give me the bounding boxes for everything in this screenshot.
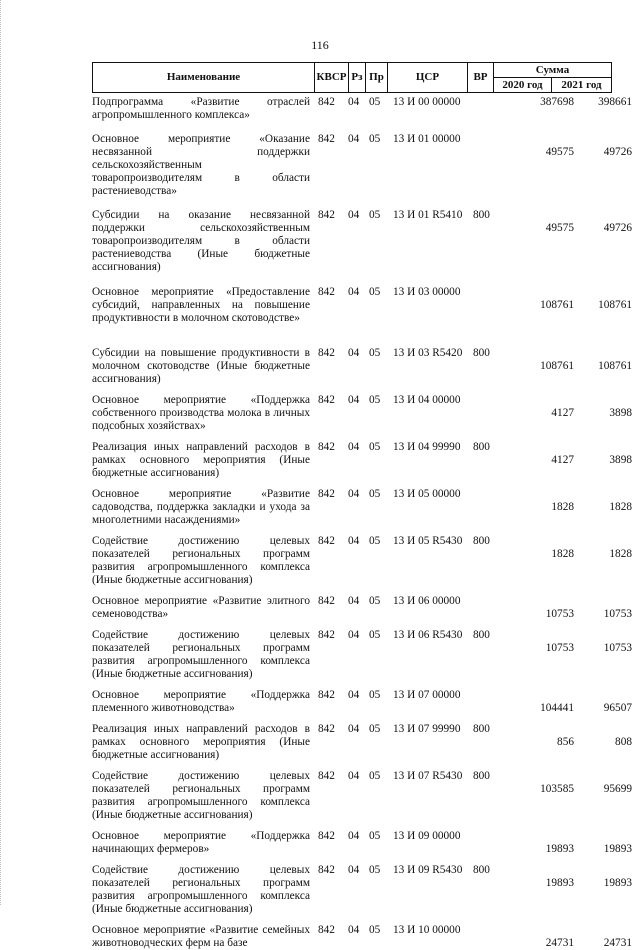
- row-csr: 13 И 03 R5420: [393, 347, 463, 359]
- row-2021: 108761: [598, 299, 632, 311]
- row-2020: 19893: [545, 843, 574, 855]
- row-2021: 10753: [603, 642, 632, 654]
- row-pr: 05: [369, 394, 381, 406]
- row-2021: 96507: [603, 702, 632, 714]
- row-vr: 800: [473, 770, 490, 782]
- row-kvsr: 842: [318, 286, 335, 298]
- header-rz: Рз: [349, 63, 366, 93]
- row-2020: 10753: [545, 642, 574, 654]
- row-2021: 108761: [598, 360, 632, 372]
- table-row: [0, 595, 640, 621]
- row-pr: 05: [369, 864, 381, 876]
- row-csr: 13 И 09 00000: [393, 830, 461, 842]
- table-row: [0, 488, 640, 527]
- row-2020: 4127: [551, 454, 574, 466]
- row-2020: 10753: [545, 608, 574, 620]
- row-kvsr: 842: [318, 209, 335, 221]
- row-name: Основное мероприятие «Поддержка племенного животноводства»: [92, 689, 310, 714]
- row-pr: 05: [369, 209, 381, 221]
- row-2020: 1828: [551, 501, 574, 513]
- row-csr: 13 И 04 00000: [393, 394, 461, 406]
- row-vr: 800: [473, 441, 490, 453]
- row-name: Основное мероприятие «Развитие садоводства, поддержка закладки и ухода за многолетними насаждениями»: [92, 488, 310, 526]
- row-2021: 398661: [598, 96, 632, 108]
- table-row: [0, 770, 640, 822]
- row-2021: 10753: [603, 608, 632, 620]
- row-name: Содействие достижению целевых показателей региональных программ развития агропромышленного комплекса (Иные бюджетные ассигнования): [92, 770, 310, 821]
- row-name: Основное мероприятие «Развитие элитного семеноводства»: [92, 595, 310, 620]
- row-2021: 49726: [603, 146, 632, 158]
- row-rz: 04: [348, 347, 360, 359]
- row-kvsr: 842: [318, 488, 335, 500]
- row-csr: 13 И 05 00000: [393, 488, 461, 500]
- row-kvsr: 842: [318, 770, 335, 782]
- row-kvsr: 842: [318, 535, 335, 547]
- header-2021: 2021 год: [552, 78, 612, 93]
- table-row: [0, 209, 640, 274]
- table-row: [0, 286, 640, 338]
- row-name: Содействие достижению целевых показателей региональных программ развития агропромышленного комплекса (Иные бюджетные ассигнования): [92, 535, 310, 586]
- row-name: Содействие достижению целевых показателей региональных программ развития агропромышленного комплекса (Иные бюджетные ассигнования): [92, 864, 310, 915]
- row-2020: 1828: [551, 548, 574, 560]
- row-2020: 19893: [545, 877, 574, 889]
- row-name: Субсидии на повышение продуктивности в молочном скотоводстве (Иные бюджетные ассигнования): [92, 347, 310, 385]
- row-pr: 05: [369, 441, 381, 453]
- row-pr: 05: [369, 924, 381, 936]
- table-row: [0, 441, 640, 480]
- table-row: [0, 830, 640, 856]
- row-2020: 856: [557, 736, 574, 748]
- row-2020: 108761: [540, 360, 574, 372]
- row-rz: 04: [348, 629, 360, 641]
- row-csr: 13 И 04 99990: [393, 441, 461, 453]
- row-pr: 05: [369, 347, 381, 359]
- row-csr: 13 И 00 00000: [393, 96, 461, 108]
- table-row: [0, 864, 640, 916]
- row-kvsr: 842: [318, 441, 335, 453]
- row-2020: 108761: [540, 299, 574, 311]
- row-name: Основное мероприятие «Предоставление субсидий, направленных на повышение продуктивности в молочном скотоводстве»: [92, 286, 310, 324]
- row-pr: 05: [369, 629, 381, 641]
- row-name: Содействие достижению целевых показателей региональных программ развития агропромышленного комплекса (Иные бюджетные ассигнования): [92, 629, 310, 680]
- header-kvsr: КВСР: [315, 63, 349, 93]
- row-rz: 04: [348, 723, 360, 735]
- row-kvsr: 842: [318, 689, 335, 701]
- row-csr: 13 И 01 00000: [393, 133, 461, 145]
- row-rz: 04: [348, 133, 360, 145]
- header-csr: ЦСР: [388, 63, 468, 93]
- row-rz: 04: [348, 286, 360, 298]
- row-rz: 04: [348, 924, 360, 936]
- row-pr: 05: [369, 286, 381, 298]
- row-2021: 3898: [609, 454, 632, 466]
- row-pr: 05: [369, 770, 381, 782]
- table-row: [0, 133, 640, 198]
- row-name: Субсидии на оказание несвязанной поддержки сельскохозяйственным товаропроизводителям в области растениеводства (Иные бюджетные ассигнования): [92, 209, 310, 273]
- row-2021: 95699: [603, 783, 632, 795]
- row-vr: 800: [473, 629, 490, 641]
- header-name: Наименование: [93, 63, 315, 93]
- header-2020: 2020 год: [494, 78, 552, 93]
- row-csr: 13 И 07 99990: [393, 723, 461, 735]
- row-pr: 05: [369, 535, 381, 547]
- row-vr: 800: [473, 347, 490, 359]
- table-row: [0, 689, 640, 715]
- row-csr: 13 И 05 R5430: [393, 535, 463, 547]
- row-name: Реализация иных направлений расходов в рамках основного мероприятия (Иные бюджетные ассигнования): [92, 441, 310, 479]
- table-row: [0, 629, 640, 681]
- row-2021: 19893: [603, 877, 632, 889]
- row-pr: 05: [369, 133, 381, 145]
- row-kvsr: 842: [318, 394, 335, 406]
- row-kvsr: 842: [318, 347, 335, 359]
- row-2020: 387698: [540, 96, 574, 108]
- row-rz: 04: [348, 595, 360, 607]
- table-row: [0, 347, 640, 386]
- row-name: Подпрограмма «Развитие отраслей агропромышленного комплекса»: [92, 96, 310, 121]
- row-rz: 04: [348, 96, 360, 108]
- table-row: [0, 394, 640, 433]
- header-vr: ВР: [468, 63, 494, 93]
- row-pr: 05: [369, 723, 381, 735]
- row-2021: 49726: [603, 222, 632, 234]
- row-csr: 13 И 06 R5430: [393, 629, 463, 641]
- page-number: 116: [311, 38, 329, 52]
- row-kvsr: 842: [318, 96, 335, 108]
- row-name: Основное мероприятие «Поддержка собственного производства молока в личных подсобных хозяйствах»: [92, 394, 310, 432]
- table-row: [0, 535, 640, 587]
- table-row: [0, 723, 640, 762]
- row-pr: 05: [369, 689, 381, 701]
- row-2020: 24731: [545, 937, 574, 949]
- row-vr: 800: [473, 209, 490, 221]
- row-2020: 49575: [545, 222, 574, 234]
- row-2020: 104441: [540, 702, 574, 714]
- row-vr: 800: [473, 723, 490, 735]
- row-kvsr: 842: [318, 629, 335, 641]
- row-csr: 13 И 03 00000: [393, 286, 461, 298]
- row-rz: 04: [348, 209, 360, 221]
- row-rz: 04: [348, 770, 360, 782]
- row-2021: 1828: [609, 501, 632, 513]
- row-2021: 24731: [603, 937, 632, 949]
- row-csr: 13 И 01 R5410: [393, 209, 463, 221]
- row-rz: 04: [348, 689, 360, 701]
- row-2021: 19893: [603, 843, 632, 855]
- row-rz: 04: [348, 441, 360, 453]
- row-name: Основное мероприятие «Оказание несвязанной поддержки сельскохозяйственным товаропроизводителям в области растениеводства»: [92, 133, 310, 197]
- row-2021: 3898: [609, 407, 632, 419]
- table-row: [0, 96, 640, 122]
- row-kvsr: 842: [318, 864, 335, 876]
- row-name: Реализация иных направлений расходов в рамках основного мероприятия (Иные бюджетные ассигнования): [92, 723, 310, 761]
- row-csr: 13 И 10 00000: [393, 924, 461, 936]
- row-pr: 05: [369, 595, 381, 607]
- header-pr: Пр: [366, 63, 388, 93]
- row-kvsr: 842: [318, 595, 335, 607]
- table-row: [0, 924, 640, 950]
- row-rz: 04: [348, 535, 360, 547]
- header-sum: Сумма: [494, 63, 612, 78]
- row-2021: 1828: [609, 548, 632, 560]
- row-vr: 800: [473, 535, 490, 547]
- row-rz: 04: [348, 488, 360, 500]
- row-csr: 13 И 09 R5430: [393, 864, 463, 876]
- table-header: [92, 62, 612, 93]
- row-pr: 05: [369, 96, 381, 108]
- row-csr: 13 И 06 00000: [393, 595, 461, 607]
- row-kvsr: 842: [318, 924, 335, 936]
- row-2021: 808: [615, 736, 632, 748]
- row-name: Основное мероприятие «Развитие семейных животноводческих ферм на базе: [92, 924, 310, 949]
- row-2020: 49575: [545, 146, 574, 158]
- row-2020: 4127: [551, 407, 574, 419]
- row-kvsr: 842: [318, 723, 335, 735]
- row-rz: 04: [348, 394, 360, 406]
- row-csr: 13 И 07 00000: [393, 689, 461, 701]
- row-rz: 04: [348, 864, 360, 876]
- row-vr: 800: [473, 864, 490, 876]
- row-pr: 05: [369, 830, 381, 842]
- row-pr: 05: [369, 488, 381, 500]
- row-name: Основное мероприятие «Поддержка начинающих фермеров»: [92, 830, 310, 855]
- row-kvsr: 842: [318, 830, 335, 842]
- row-rz: 04: [348, 830, 360, 842]
- row-kvsr: 842: [318, 133, 335, 145]
- row-2020: 103585: [540, 783, 574, 795]
- row-csr: 13 И 07 R5430: [393, 770, 463, 782]
